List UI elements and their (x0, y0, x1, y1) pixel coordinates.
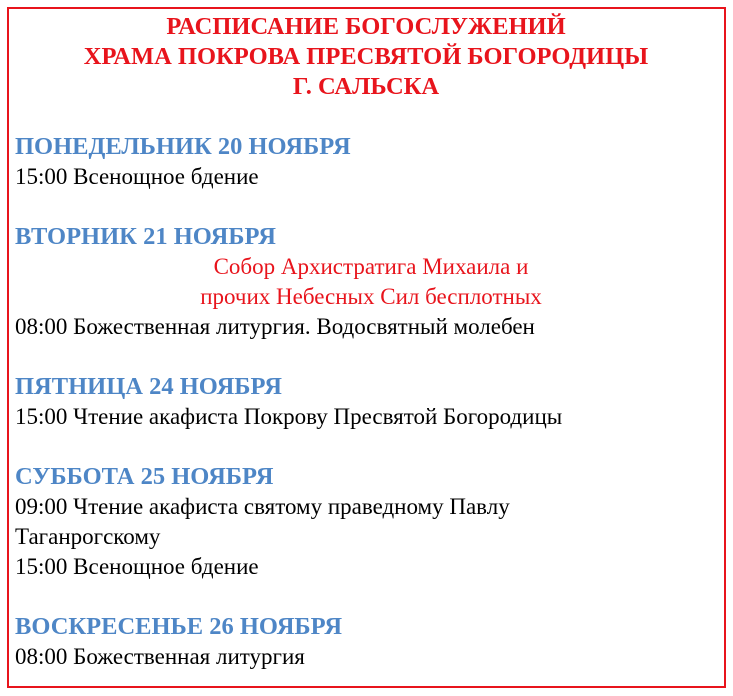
service-line: 15:00 Всенощное бдение (15, 164, 259, 189)
day-heading: ВТОРНИК 21 НОЯБРЯ (15, 223, 276, 250)
day-sunday (15, 612, 715, 672)
service-line: Таганрогскому (15, 524, 161, 549)
title-line: Г. САЛЬСКА (292, 73, 440, 100)
service-line: 15:00 Чтение акафиста Покрову Пресвятой Богородицы (15, 404, 563, 429)
day-tuesday (15, 222, 715, 342)
title-line: РАСПИСАНИЕ БОГОСЛУЖЕНИЙ (166, 13, 566, 40)
day-heading: ПЯТНИЦА 24 НОЯБРЯ (15, 373, 282, 400)
day-heading: ВОСКРЕСЕНЬЕ 26 НОЯБРЯ (15, 613, 343, 640)
day-saturday (15, 462, 715, 582)
day-friday (15, 372, 715, 432)
schedule (15, 12, 715, 672)
service-line: 08:00 Божественная литургия. Водосвятный молебен (15, 314, 535, 339)
feast-line: прочих Небесных Сил бесплотных (200, 284, 542, 309)
service-line: 15:00 Всенощное бдение (15, 554, 259, 579)
day-monday (15, 132, 715, 192)
service-line: 08:00 Божественная литургия (15, 644, 305, 669)
feast-line: Собор Архистратига Михаила и (213, 254, 529, 279)
day-heading: СУББОТА 25 НОЯБРЯ (15, 463, 274, 490)
day-heading: ПОНЕДЕЛЬНИК 20 НОЯБРЯ (15, 133, 351, 160)
schedule-title (15, 12, 715, 102)
service-line: 09:00 Чтение акафиста святому праведному Павлу (15, 494, 510, 519)
title-line: ХРАМА ПОКРОВА ПРЕСВЯТОЙ БОГОРОДИЦЫ (83, 43, 649, 70)
